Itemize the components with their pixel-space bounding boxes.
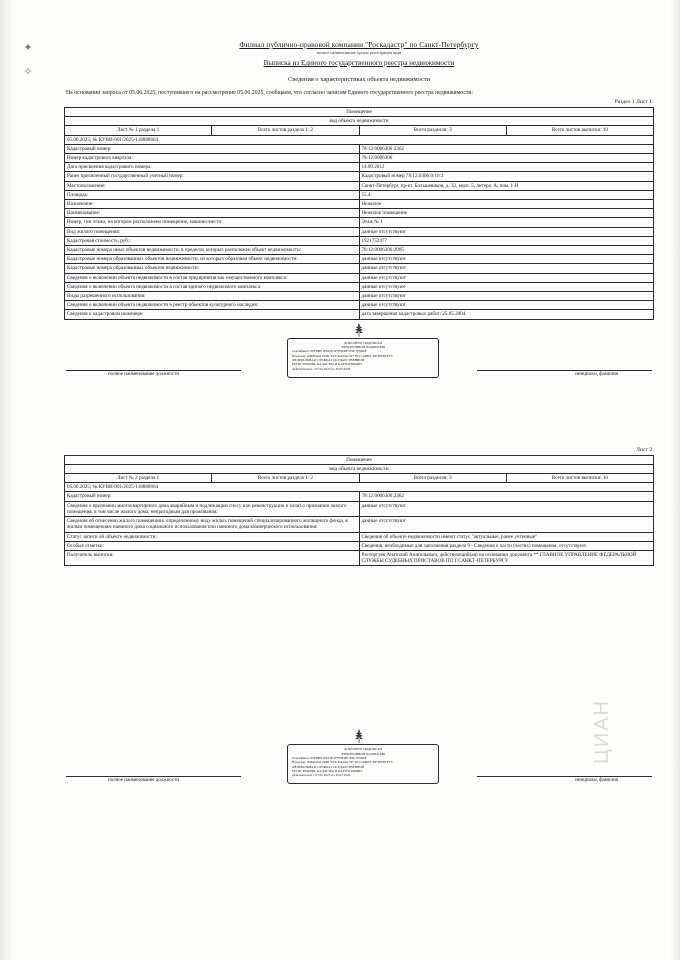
row-value: 14.09.2012 — [359, 163, 654, 172]
page2-doc-line: 05.06.2025; № КУВИ-001/2025-118888664 — [65, 483, 654, 492]
row-value: 78:12:0006306 — [359, 154, 654, 163]
signature-line-6: РЕГИСТРАЦИИ, КАДАСТРА И КАРТОГРАФИИ — [292, 769, 362, 774]
table-row — [65, 474, 654, 483]
row-label: Кадастровый номер: — [65, 144, 360, 153]
table-row — [65, 236, 654, 245]
corner-mark-top: ✦ — [23, 42, 33, 54]
page1-signature-block — [64, 330, 654, 388]
table-row — [65, 517, 654, 532]
table-row — [65, 144, 654, 153]
electronic-signature-stamp — [287, 744, 439, 784]
table-row — [65, 264, 654, 273]
page1-object-type: Помещение — [65, 108, 654, 117]
row-value: 78:12:0006306:2362 — [359, 144, 654, 153]
table-row — [65, 310, 654, 319]
row-value: данные отсутствуют — [359, 227, 654, 236]
row-value: Нежилое — [359, 200, 654, 209]
page1-table — [64, 107, 654, 320]
row-value: Сведения, необходимые для заполнения раздела 9 - Сведения о части (частях) помещения, отсутствуют. — [359, 541, 654, 550]
row-label: Сведения о включении объекта недвижимости в состав предприятия как имущественного комплекса: — [65, 273, 360, 282]
row-value: данные отсутствуют — [359, 264, 654, 273]
row-label: Ранее присвоенный государственный учетный номер: — [65, 172, 360, 181]
page1-doc-line: 05.06.2025; № КУВИ-001/2025-118888664 — [65, 135, 654, 144]
table-row — [65, 190, 654, 199]
signature-line-3: Сертификат: 00FDBE1F0A5E1F7E0D0F1E0C7F0D0E — [292, 349, 367, 354]
table-row — [65, 135, 654, 144]
table-row — [65, 550, 654, 565]
row-value: 55.4 — [359, 190, 654, 199]
row-label: Статус записи об объекте недвижимости: — [65, 532, 360, 541]
signature-caption-position: полное наименование должности — [108, 778, 180, 784]
row-label: Площадь: — [65, 190, 360, 199]
signature-line-1: ДОКУМЕНТ ПОДПИСАН — [344, 747, 382, 752]
signature-line-4: Владелец: ФИЛИАЛ ППК "РОСКАДАСТР" ПО САНКТ-ПЕТЕРБУРГУ — [292, 353, 394, 358]
row-label: Кадастровые номера образованных объектов недвижимости: — [65, 264, 360, 273]
signature-caption-name: инициалы, фамилия — [575, 778, 618, 784]
row-label: Номер, тип этажа, на котором расположено помещение, машино-место: — [65, 218, 360, 227]
row-value: данные отсутствуют — [359, 292, 654, 301]
row-value: данные отсутствуют — [359, 273, 654, 282]
document-subtitle: Сведения о характеристиках объекта недвижимости — [287, 76, 431, 83]
page2-object-kind-caption: вид объекта недвижимости — [65, 464, 654, 473]
table-row — [65, 117, 654, 126]
row-label: Кадастровые номера образованных объектов недвижимости, из которых образован объект недвижимости: — [65, 255, 360, 264]
table-row — [65, 255, 654, 264]
signature-line-5: ФЕДЕРАЛЬНАЯ СЛУЖБА ГОСУДАРСТВЕННОЙ — [292, 358, 365, 363]
table-row — [65, 501, 654, 516]
signature-rule-left — [66, 370, 241, 371]
page-corner-marks — [20, 36, 36, 84]
table-row — [65, 108, 654, 117]
table-row — [65, 126, 654, 135]
signature-caption-name: инициалы, фамилия — [575, 371, 618, 377]
page1-nav-sections-total: Всего разделов: 3 — [359, 126, 506, 135]
document-sheet — [64, 0, 654, 794]
page2-object-type: Помещение — [65, 455, 654, 464]
signature-line-1: ДОКУМЕНТ ПОДПИСАН — [344, 340, 382, 345]
row-value: Этаж № 1 — [359, 218, 654, 227]
row-value: Нежилое помещение — [359, 209, 654, 218]
row-label: Виды разрешенного использования: — [65, 292, 360, 301]
row-value: Сведения об объекте недвижимости имеют статус "актуальные, ранее учтенные" — [359, 532, 654, 541]
document-header — [64, 40, 654, 83]
signature-line-5: ФЕДЕРАЛЬНАЯ СЛУЖБА ГОСУДАРСТВЕННОЙ — [292, 764, 365, 769]
row-label: Сведения о кадастровом инженере: — [65, 310, 360, 319]
row-value: данные отсутствуют — [359, 255, 654, 264]
table-row — [65, 209, 654, 218]
document-title: Выписка из Единого государственного реестра недвижимости — [263, 59, 455, 67]
row-value: данные отсутствуют — [359, 282, 654, 291]
table-row — [65, 273, 654, 282]
page1-nav-extract-sheets: Всего листов выписки: 10 — [506, 126, 653, 135]
row-value: данные отсутствуют — [359, 517, 654, 532]
signature-line-2: ЭЛЕКТРОННОЙ ПОДПИСЬЮ — [340, 751, 386, 756]
page1-nav-sheet: Лист № 1 раздела 1 — [65, 126, 212, 135]
issuing-organization: Филиал публично-правовой компании "Роскадастр" по Санкт-Петербургу — [239, 40, 479, 49]
signature-rule-right — [477, 370, 652, 371]
table-row — [65, 227, 654, 236]
page1-nav-section-sheets: Всего листов раздела 1: 2 — [212, 126, 359, 135]
row-value: дата завершения кадастровых работ: 25.05.2004 — [359, 310, 654, 319]
document-intro-text: На основании запроса от 05.06.2025, поступившего на рассмотрение 05.06.2025, сообщаем, что согласно записям Единого государственного реестра недвижимости: — [66, 90, 474, 96]
signature-line-6: РЕГИСТРАЦИИ, КАДАСТРА И КАРТОГРАФИИ — [292, 362, 362, 367]
cian-watermark: ЦИАН — [591, 699, 613, 765]
page2-nav-extract-sheets: Всего листов выписки: 10 — [506, 474, 653, 483]
row-value: Кадастровый номер 78:12:6306:0:16:1 — [359, 172, 654, 181]
row-label: Сведения об отнесении жилого помещения к определенному виду жилых помещений специализированного жилищного фонда, к жилым помещениям наемного дома социального использования или наемного дома коммерческого использования: — [65, 517, 360, 532]
row-label: Особые отметки: — [65, 541, 360, 550]
row-value: Расторгуев Анатолий Анатольевич, действующий(ая) на основании документа ** ГЛАВНОЕ УПРАВЛЕНИЕ ФЕДЕРАЛЬНОЙ СЛУЖБЫ СУДЕБНЫХ ПРИСТАВОВ ПО Г.САНКТ-ПЕТЕРБУРГУ — [359, 550, 654, 565]
row-label: Местоположение: — [65, 181, 360, 190]
row-value: данные отсутствуют — [359, 501, 654, 516]
page2-nav-sections-total: Всего разделов: 3 — [359, 474, 506, 483]
table-row — [65, 181, 654, 190]
page2-nav-sheet: Лист № 2 раздела 1 — [65, 474, 212, 483]
row-value: данные отсутствуют — [359, 301, 654, 310]
signature-line-3: Сертификат: 00FDBE1F0A5E1F7E0D0F1E0C7F0D0E — [292, 756, 367, 760]
page1-object-kind-caption: вид объекта недвижимости — [65, 117, 654, 126]
row-value: 1921752477 — [359, 236, 654, 245]
row-label: Сведения о включении объекта недвижимости в состав единого недвижимого комплекса: — [65, 282, 360, 291]
row-label: Получатель выписки: — [65, 550, 360, 565]
signature-line-7: Действителен: с 07.05.2025 по 30.07.2026 — [292, 773, 351, 778]
row-label: Сведения о включении объекта недвижимости в реестр объектов культурного наследия: — [65, 301, 360, 310]
page1-sheet-label: Раздел 1 Лист 1 — [614, 99, 652, 105]
row-value: 78:12:0006306:2362 — [359, 492, 654, 501]
table-row — [65, 292, 654, 301]
table-row — [65, 200, 654, 209]
signature-emblem-icon — [351, 728, 367, 744]
table-row — [65, 492, 654, 501]
row-label: Вид жилого помещения: — [65, 227, 360, 236]
table-row — [65, 218, 654, 227]
signature-emblem-icon — [351, 322, 367, 338]
table-row — [65, 464, 654, 473]
row-label: Наименование: — [65, 209, 360, 218]
corner-mark-bottom: ✧ — [23, 66, 33, 78]
table-row — [65, 455, 654, 464]
signature-line-7: Действителен: с 07.05.2025 по 30.07.2026 — [292, 366, 351, 371]
table-row — [65, 282, 654, 291]
page-gap — [64, 388, 654, 444]
page2-gap — [64, 566, 654, 726]
row-label: Номер кадастрового квартала: — [65, 154, 360, 163]
page2-nav-section-sheets: Всего листов раздела 1: 2 — [212, 474, 359, 483]
table-row — [65, 541, 654, 550]
signature-rule-left — [66, 776, 241, 777]
table-row — [65, 483, 654, 492]
page2-table — [64, 455, 654, 567]
signature-line-4: Владелец: ФИЛИАЛ ППК "РОСКАДАСТР" ПО САНКТ-ПЕТЕРБУРГУ — [292, 760, 394, 765]
row-label: Назначение: — [65, 200, 360, 209]
row-label: Кадастровые номера иных объектов недвижимости, в пределах которых расположен объект недвижимости: — [65, 246, 360, 255]
row-value: 78:12:0006306:2005 — [359, 246, 654, 255]
page2-sheet-label: Лист 2 — [636, 446, 652, 453]
table-row — [65, 172, 654, 181]
row-label: Сведения о признании многоквартирного дома аварийным и подлежащим сносу или реконструкции и (или) о признании жилого помещения, в том числе жилого дома, непригодным для проживания: — [65, 501, 360, 516]
row-value: Санкт-Петербург, пр-кт. Большевиков, д. 32, корп. 5, литера. А, пом. 1-Н — [359, 181, 654, 190]
signature-caption-position: полное наименование должности — [108, 371, 180, 377]
page2-signature-block — [64, 736, 654, 794]
signature-line-2: ЭЛЕКТРОННОЙ ПОДПИСЬЮ — [340, 345, 386, 350]
table-row — [65, 154, 654, 163]
table-row — [65, 301, 654, 310]
signature-rule-right — [477, 776, 652, 777]
table-row — [65, 532, 654, 541]
row-label: Кадастровая стоимость, руб.: — [65, 236, 360, 245]
issuing-organization-caption: полное наименование органа регистрации прав — [316, 50, 402, 55]
row-label: Дата присвоения кадастрового номера: — [65, 163, 360, 172]
table-row — [65, 246, 654, 255]
row-label: Кадастровый номер: — [65, 492, 360, 501]
table-row — [65, 163, 654, 172]
electronic-signature-stamp — [287, 338, 439, 378]
